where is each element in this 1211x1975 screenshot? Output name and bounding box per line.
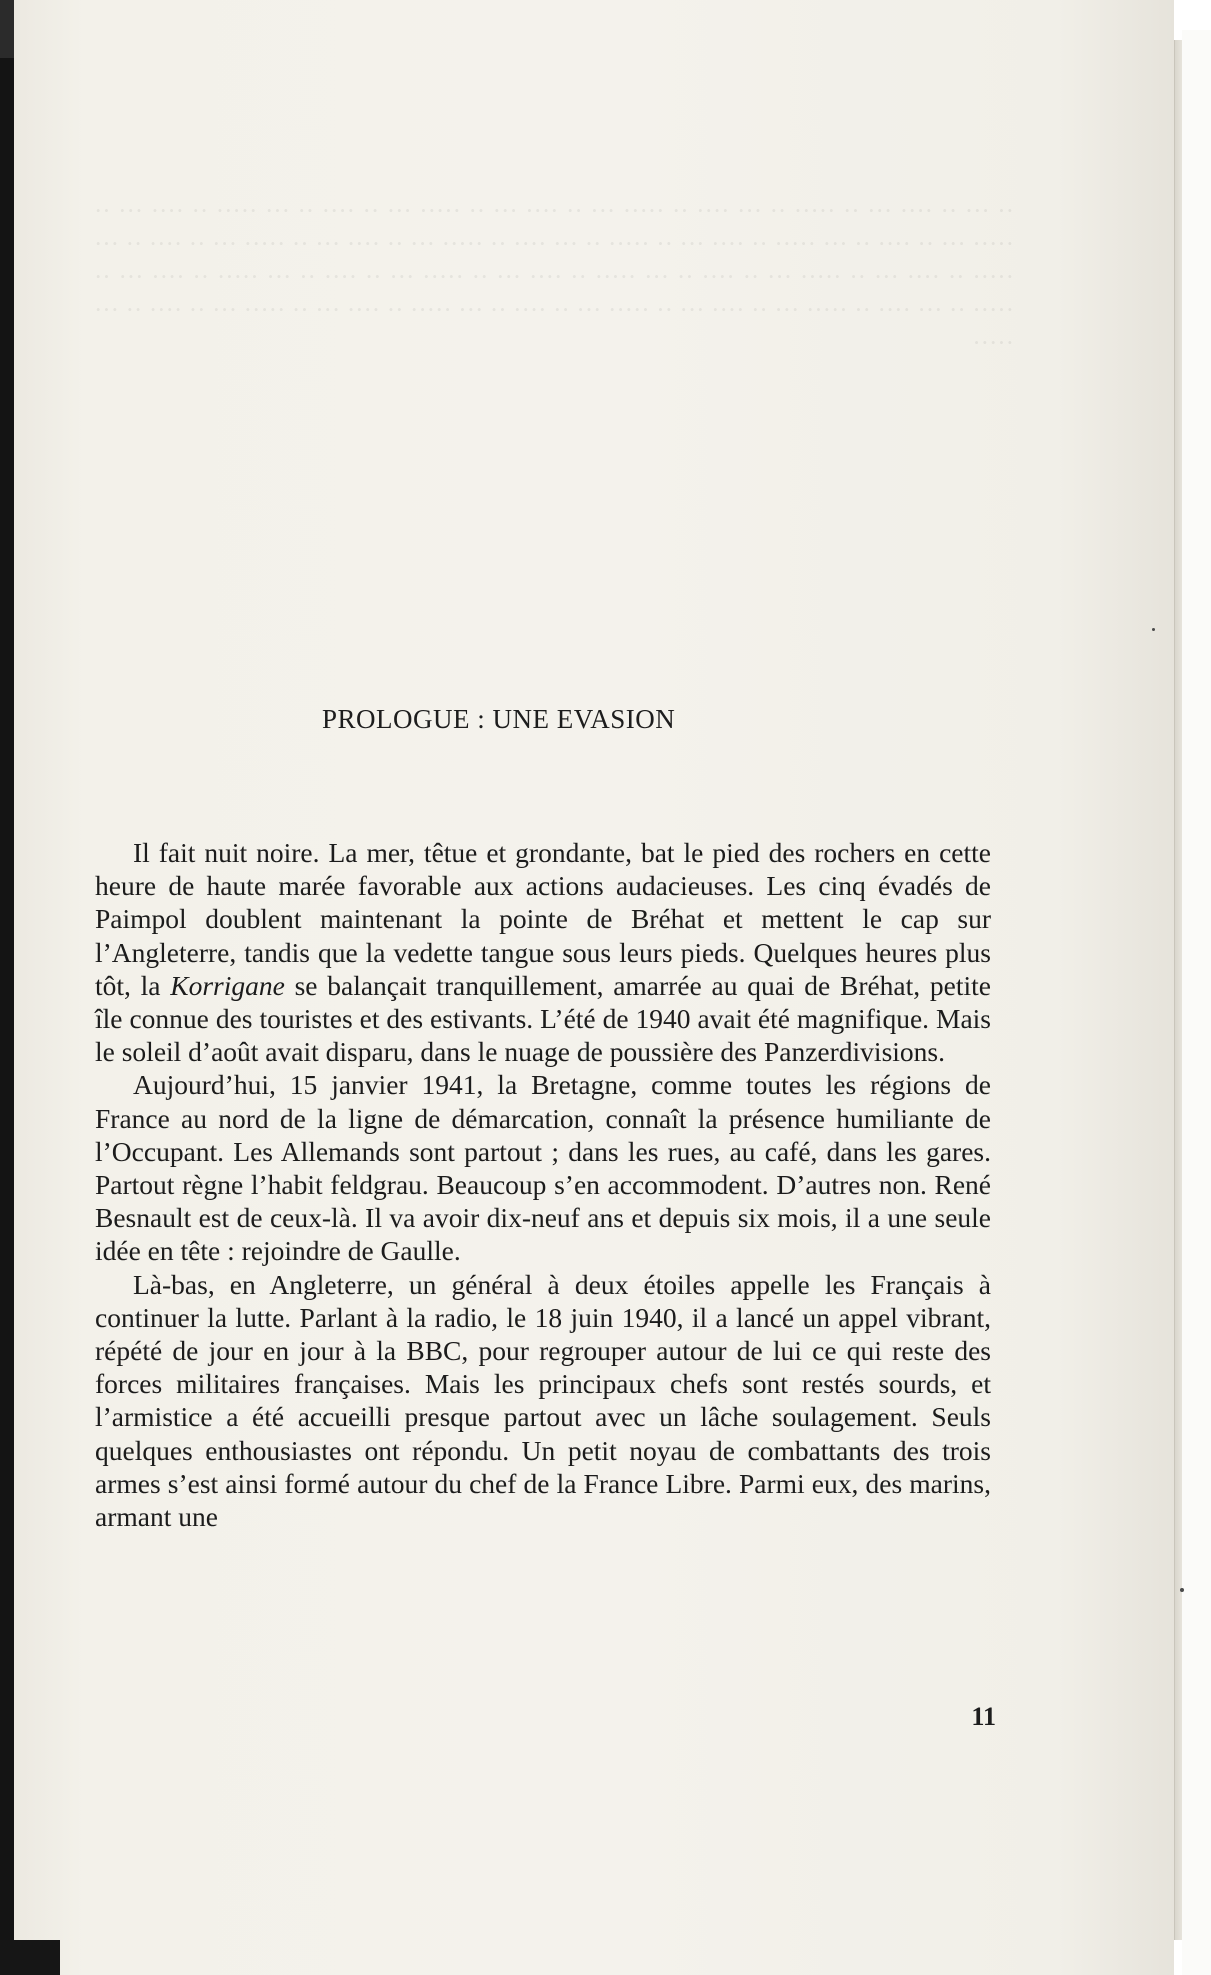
book-spine-shadow: [0, 0, 14, 1975]
show-through-text: ·· ··· ·· ···· ··· ·· ····· ·· ··· ···· ·· ····· ··· ·· ···· ··· ·· ····· ··· ·· ···· ·· ··· ····· ·· ···· ··· ·· ····· ··· ·· ···· ·· ··· ····· ·· ···· ··· ·· ····· ·· ··· ···· ·· ····· ··· ·· ···· ··· ·· ····· ··· ·· ···· ·· ··· ····· ·· ···· ··· ·· ····· ··· ·· ···· ·· ··· ····· ·· ···· ··· ·· ····· ··· ·· ···· ·· ··· ····· ·· ···· ··· ·· ····· ·· ··· ···· ·· ····· ··· ·· ···· ··· ·· ····· ··· ·· ···· ·· ··· ····· ·· ···· ··· ·· ····· ··· ·· ···· ·· ··· ·····: [94, 198, 1014, 357]
paragraph: [95, 836, 991, 1068]
book-spine-bottom: [0, 1940, 60, 1975]
page-number: 11: [971, 1702, 996, 1731]
paragraph-text: se balançait tranquillement, amarrée au quai de Bréhat, petite île connue des touristes et des estivants. L’été de 1940 avait été magnifique. Mais le soleil d’août avait disparu, dans le nuage de poussière des Panzerdivisions.: [95, 969, 991, 1068]
scan-margin: [1182, 30, 1211, 1975]
paragraph: [95, 1068, 991, 1267]
paragraph-text: Il fait nuit noire. La mer, têtue et grondante, bat le pied des rochers en cette heure de haute marée favorable aux actions audacieuses. Les cinq évadés de Paimpol doublent maintenant la pointe de Bréhat et mettent le cap sur l’Angleterre, tandis que la vedette tangue sous leurs pieds. Quelques heures plus tôt, la: [95, 837, 991, 1001]
paragraph-text: Aujourd’hui, 15 janvier 1941, la Bretagne, comme toutes les régions de France au nord de la ligne de démarcation, connaît la présence humiliante de l’Occupant. Les Allemands sont partout ; dans les rues, au café, dans les gares. Partout règne l’habit feldgrau. Beaucoup s’en accommodent. D’autres non. René Besnault est de ceux-là. Il va avoir dix-neuf ans et depuis six mois, il a une seule idée en tête : rejoindre de Gaulle.: [95, 1069, 991, 1267]
chapter-heading: PROLOGUE : UNE EVASION: [322, 704, 676, 734]
paragraph-text: Là-bas, en Angleterre, un général à deux étoiles appelle les Français à continuer la lutte. Parlant à la radio, le 18 juin 1940, il a lancé un appel vibrant, répété de jour en jour à la BBC, pour regrouper autour de lui ce qui reste des forces militaires françaises. Mais les principaux chefs sont restés sourds, et l’armistice a été accueilli presque partout avec un lâche soulagement. Seuls quelques enthousiastes ont répondu. Un petit noyau de combattants des trois armes s’est ainsi formé autour du chef de la France Libre. Parmi eux, des marins, armant une: [95, 1268, 991, 1533]
boat-name: Korrigane: [170, 969, 285, 1001]
scan-speck: [1180, 1588, 1184, 1592]
body-text: [95, 836, 991, 1533]
scan-speck: [1152, 628, 1155, 631]
paragraph: [95, 1268, 991, 1534]
book-spine-top: [0, 0, 14, 58]
